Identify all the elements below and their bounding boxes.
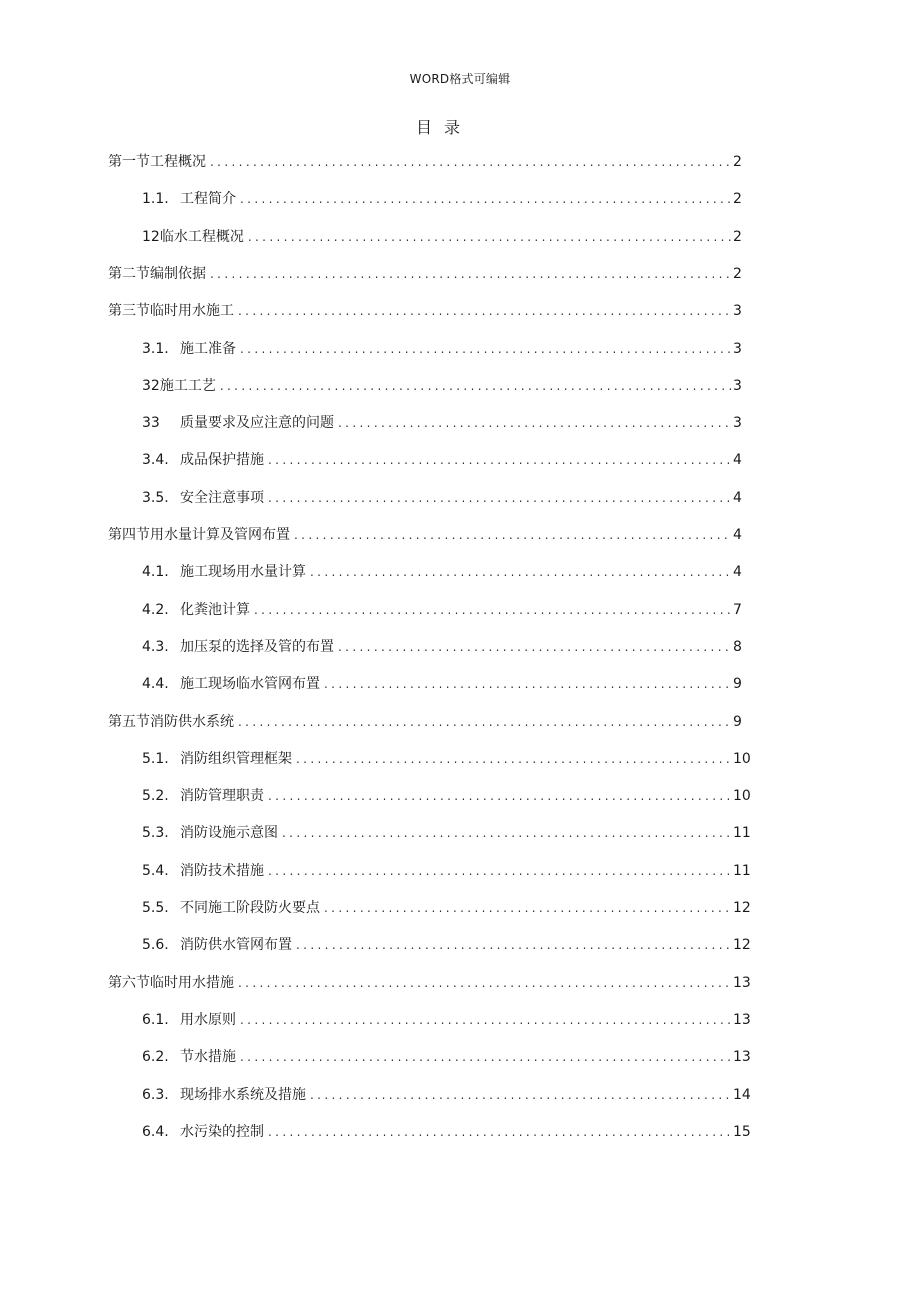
toc-dot-leader — [324, 673, 731, 695]
toc-dot-leader — [268, 860, 731, 882]
toc-subsection-entry[interactable] — [142, 561, 741, 583]
toc-entry-label: 第一节工程概况 — [108, 154, 206, 170]
toc-entry-label: 用水原则 — [180, 1011, 236, 1028]
toc-entry-number: 3.1. — [142, 340, 169, 357]
toc-section-entry[interactable] — [108, 300, 741, 322]
toc-dot-leader — [238, 972, 731, 994]
toc-subsection-entry[interactable] — [142, 822, 751, 844]
toc-subsection-entry[interactable] — [142, 449, 741, 471]
toc-page-number: 4 — [733, 489, 742, 506]
toc-page-number: 3 — [733, 303, 742, 320]
toc-dot-leader — [240, 338, 731, 360]
toc-subsection-entry[interactable] — [142, 1046, 751, 1068]
toc-entry-label: 工程简介 — [180, 191, 236, 208]
toc-page-number: 15 — [733, 1123, 751, 1140]
toc-dot-leader — [310, 1084, 731, 1106]
toc-title: 目录 — [415, 118, 472, 137]
toc-page-number: 12 — [733, 900, 751, 916]
toc-page-number: 4 — [733, 527, 742, 543]
toc-dot-leader — [338, 636, 731, 658]
toc-dot-leader — [254, 599, 731, 621]
toc-page-number: 13 — [733, 1011, 751, 1028]
toc-subsection-entry[interactable] — [142, 636, 741, 658]
toc-dot-leader — [268, 487, 731, 509]
toc-entry-number: 5.2. — [142, 788, 169, 805]
toc-entry-label: 成品保护措施 — [180, 452, 264, 469]
toc-entry-label: 消防供水管网布置 — [180, 937, 292, 954]
toc-dot-leader — [240, 188, 731, 210]
toc-entry-label: 第三节临时用水施工 — [108, 303, 234, 320]
toc-page-number: 10 — [733, 788, 751, 805]
toc-dot-leader — [296, 748, 731, 770]
toc-dot-leader — [210, 263, 731, 285]
toc-entry-label: 水污染的控制 — [180, 1123, 264, 1140]
toc-entry-number: 3.5. — [142, 489, 169, 506]
toc-subsection-entry[interactable] — [142, 934, 751, 956]
toc-subsection-entry[interactable] — [142, 1009, 751, 1031]
toc-dot-leader — [338, 412, 731, 434]
toc-subsection-entry[interactable] — [142, 785, 751, 807]
toc-entry-number: 5.5. — [142, 900, 169, 916]
toc-entry-number: 4.4. — [142, 676, 169, 693]
toc-page-number: 3 — [733, 340, 742, 357]
toc-page-number: 9 — [733, 713, 742, 730]
toc-dot-leader — [248, 226, 731, 248]
toc-subsection-entry[interactable] — [142, 897, 751, 919]
toc-entry-number: 3.4. — [142, 452, 169, 469]
toc-entry-label: 消防组织管理框架 — [180, 750, 292, 767]
toc-page-number: 2 — [733, 228, 742, 245]
toc-entry-label: 现场排水系统及措施 — [180, 1086, 306, 1103]
toc-entry-label: 消防技术措施 — [180, 862, 264, 879]
toc-dot-leader — [220, 375, 731, 397]
toc-dot-leader — [268, 449, 731, 471]
toc-page-number: 13 — [733, 974, 751, 991]
toc-dot-leader — [210, 151, 731, 173]
toc-dot-leader — [240, 1009, 731, 1031]
toc-dot-leader — [294, 524, 731, 546]
toc-entry-label: 节水措施 — [180, 1049, 236, 1066]
toc-entry-label: 质量要求及应注意的问题 — [180, 415, 334, 432]
toc-subsection-entry[interactable] — [142, 375, 741, 397]
toc-page-number: 3 — [733, 377, 742, 394]
toc-dot-leader — [268, 1121, 731, 1143]
toc-entry-number: 4.2. — [142, 601, 169, 618]
toc-entry-label: 32施工工艺 — [142, 377, 216, 394]
toc-entry-label: 第二节编制依据 — [108, 265, 206, 282]
toc-entry-label: 不同施工阶段防火要点 — [180, 900, 320, 916]
toc-subsection-entry[interactable] — [142, 338, 741, 360]
toc-entry-label: 消防设施示意图 — [180, 825, 278, 842]
toc-section-entry[interactable] — [108, 263, 741, 285]
toc-entry-label: 化粪池计算 — [180, 601, 250, 618]
toc-entry-number: 5.6. — [142, 937, 169, 954]
toc-section-entry[interactable] — [108, 711, 741, 733]
toc-entry-number: 6.3. — [142, 1086, 169, 1103]
toc-subsection-entry[interactable] — [142, 412, 741, 434]
toc-page-number: 2 — [733, 265, 742, 282]
toc-entry-number: 4.3. — [142, 638, 169, 655]
toc-entry-label: 安全注意事项 — [180, 489, 264, 506]
toc-section-entry[interactable] — [108, 151, 741, 173]
toc-entry-number: 1.1. — [142, 191, 169, 208]
toc-page-number: 13 — [733, 1049, 751, 1066]
toc-page-number: 2 — [733, 191, 742, 208]
toc-subsection-entry[interactable] — [142, 188, 741, 210]
toc-entry-number: 5.3. — [142, 825, 169, 842]
toc-page-number: 2 — [733, 154, 742, 170]
toc-page-number: 11 — [733, 862, 751, 879]
page-header: WORD格式可编辑 — [409, 72, 511, 86]
toc-subsection-entry[interactable] — [142, 487, 741, 509]
toc-section-entry[interactable] — [108, 524, 741, 546]
toc-entry-number: 4.1. — [142, 564, 169, 581]
toc-entry-label: 第六节临时用水措施 — [108, 974, 234, 991]
toc-entry-label: 第四节用水量计算及管网布置 — [108, 527, 290, 543]
toc-subsection-entry[interactable] — [142, 748, 751, 770]
toc-dot-leader — [238, 711, 731, 733]
toc-dot-leader — [240, 1046, 731, 1068]
toc-entry-label: 12临水工程概况 — [142, 228, 244, 245]
toc-entry-number: 6.4. — [142, 1123, 169, 1140]
toc-page-number: 3 — [733, 415, 742, 432]
toc-page-number: 14 — [733, 1086, 751, 1103]
toc-subsection-entry[interactable] — [142, 1121, 751, 1143]
toc-entry-label: 施工准备 — [180, 340, 236, 357]
toc-section-entry[interactable] — [108, 972, 751, 994]
toc-page-number: 12 — [733, 937, 751, 954]
toc-dot-leader — [268, 785, 731, 807]
toc-entry-label: 加压泵的选择及管的布置 — [180, 638, 334, 655]
toc-page-number: 4 — [733, 452, 742, 469]
toc-page-number: 9 — [733, 676, 742, 693]
toc-page-number: 7 — [733, 601, 742, 618]
toc-subsection-entry[interactable] — [142, 599, 741, 621]
toc-entry-number: 6.1. — [142, 1011, 169, 1028]
toc-dot-leader — [310, 561, 731, 583]
toc-page-number: 8 — [733, 638, 742, 655]
toc-dot-leader — [324, 897, 731, 919]
toc-dot-leader — [238, 300, 731, 322]
toc-subsection-entry[interactable] — [142, 226, 741, 248]
toc-entry-label: 消防管理职责 — [180, 788, 264, 805]
toc-entry-number: 6.2. — [142, 1049, 169, 1066]
toc-entry-label: 施工现场用水量计算 — [180, 564, 306, 581]
toc-entry-number: 5.4. — [142, 862, 169, 879]
toc-entry-label: 施工现场临水管网布置 — [180, 676, 320, 693]
toc-entry-number: 33 — [142, 415, 160, 432]
toc-subsection-entry[interactable] — [142, 860, 751, 882]
toc-entry-number: 5.1. — [142, 750, 169, 767]
toc-entry-label: 第五节消防供水系统 — [108, 713, 234, 730]
toc-page-number: 11 — [733, 825, 751, 842]
toc-dot-leader — [296, 934, 731, 956]
toc-page-number: 4 — [733, 564, 742, 581]
toc-subsection-entry[interactable] — [142, 1084, 751, 1106]
toc-dot-leader — [282, 822, 731, 844]
toc-subsection-entry[interactable] — [142, 673, 741, 695]
toc-page-number: 10 — [733, 750, 751, 767]
